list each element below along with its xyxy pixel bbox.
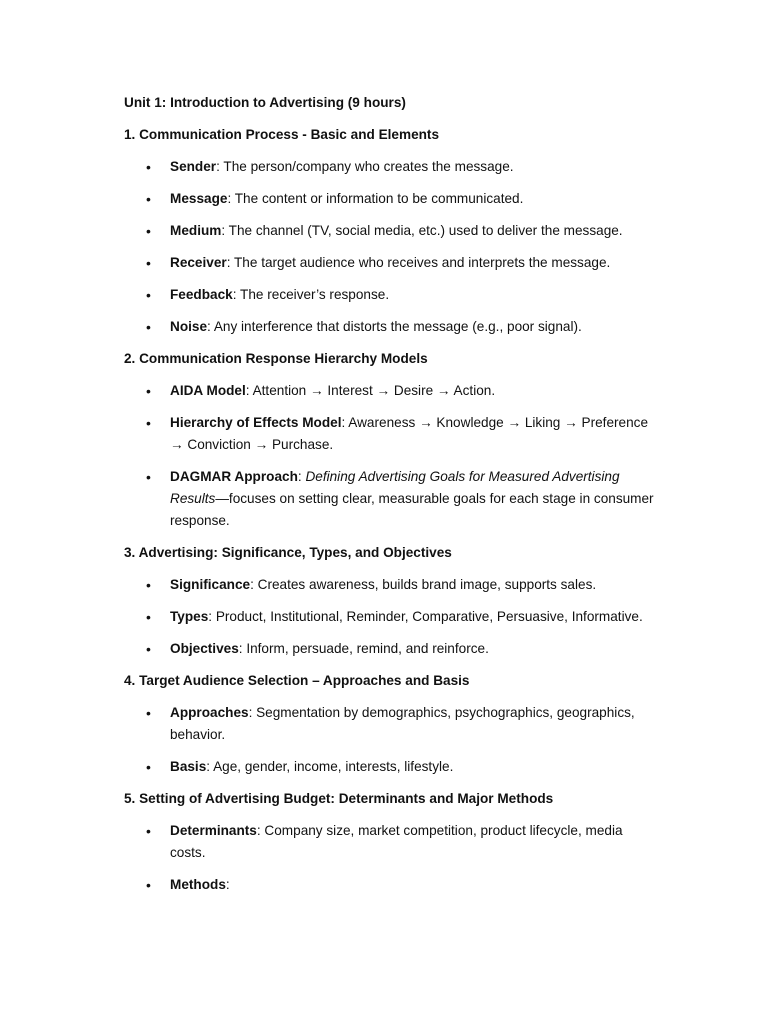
list-item <box>124 284 658 306</box>
item-text: : The channel (TV, social media, etc.) used to deliver the message. <box>221 223 623 238</box>
bullet-icon: • <box>146 319 151 335</box>
item-text: : Company size, market competition, product lifecycle, media costs. <box>170 823 623 860</box>
bullet-icon: • <box>146 823 151 839</box>
item-text: : Awareness → Knowledge → Liking → Preference → Conviction → Purchase. <box>170 415 649 452</box>
item-text: : The target audience who receives and interprets the message. <box>226 255 611 270</box>
section-heading: 4. Target Audience Selection – Approaches and Basis <box>124 673 470 688</box>
item-term: AIDA Model <box>170 383 246 398</box>
bullet-icon: • <box>146 287 151 303</box>
list-item <box>124 412 658 456</box>
item-term: Medium <box>170 223 222 238</box>
list-item <box>124 574 658 596</box>
section-communication-process <box>124 124 658 338</box>
bullet-icon: • <box>146 609 151 625</box>
list-item <box>124 606 658 628</box>
bullet-icon: • <box>146 255 151 271</box>
item-text: : Attention → Interest → Desire → Action. <box>245 383 496 398</box>
bullet-icon: • <box>146 641 151 657</box>
section-heading: 3. Advertising: Significance, Types, and Objectives <box>124 545 452 560</box>
list-item <box>124 466 658 532</box>
section-heading: 1. Communication Process - Basic and Elements <box>124 127 440 142</box>
list-item <box>124 156 658 178</box>
section-advertising-budget <box>124 788 658 896</box>
item-text: : <box>297 469 306 484</box>
section-response-hierarchy-models <box>124 348 658 532</box>
item-text: : The person/company who creates the message. <box>216 159 514 174</box>
section-advertising-significance <box>124 542 658 660</box>
bullet-icon: • <box>146 383 151 399</box>
bullet-icon: • <box>146 223 151 239</box>
list-item <box>124 316 658 338</box>
item-text: : The content or information to be communicated. <box>227 191 524 206</box>
item-term: Hierarchy of Effects Model <box>170 415 342 430</box>
bullet-icon: • <box>146 877 151 893</box>
item-text: : Product, Institutional, Reminder, Comparative, Persuasive, Informative. <box>208 609 643 624</box>
bullet-icon: • <box>146 577 151 593</box>
bullet-list <box>124 380 658 532</box>
item-text: : Any interference that distorts the message (e.g., poor signal). <box>207 319 582 334</box>
item-text: : Age, gender, income, interests, lifestyle. <box>206 759 454 774</box>
item-text: : Segmentation by demographics, psychographics, geographics, behavior. <box>170 705 635 742</box>
section-heading: 5. Setting of Advertising Budget: Determinants and Major Methods <box>124 791 554 806</box>
bullet-icon: • <box>146 469 151 485</box>
item-text: : Inform, persuade, remind, and reinforce. <box>238 641 489 656</box>
item-term: Noise <box>170 319 208 334</box>
section-target-audience <box>124 670 658 778</box>
item-term: Methods <box>170 877 226 892</box>
item-term: Sender <box>170 159 217 174</box>
item-term: Objectives <box>170 641 239 656</box>
bullet-icon: • <box>146 191 151 207</box>
item-term: Determinants <box>170 823 257 838</box>
item-italic-text: Defining Advertising Goals for Measured Advertising Results <box>170 469 620 506</box>
item-term: Basis <box>170 759 207 774</box>
document-title: Unit 1: Introduction to Advertising (9 hours) <box>124 95 406 110</box>
item-text: : Creates awareness, builds brand image, supports sales. <box>250 577 597 592</box>
bullet-list <box>124 574 658 660</box>
list-item <box>124 252 658 274</box>
item-term: Approaches <box>170 705 249 720</box>
item-text: : <box>225 877 230 892</box>
list-item <box>124 638 658 660</box>
item-term: Significance <box>170 577 251 592</box>
bullet-icon: • <box>146 159 151 175</box>
list-item <box>124 702 658 746</box>
bullet-list <box>124 156 658 338</box>
bullet-icon: • <box>146 705 151 721</box>
item-term: Feedback <box>170 287 233 302</box>
item-text-after: —focuses on setting clear, measurable goals for each stage in consumer response. <box>170 491 654 528</box>
section-heading: 2. Communication Response Hierarchy Models <box>124 351 428 366</box>
item-text: : The receiver’s response. <box>232 287 390 302</box>
list-item <box>124 380 658 402</box>
bullet-list <box>124 820 658 896</box>
item-term: Message <box>170 191 228 206</box>
bullet-icon: • <box>146 759 151 775</box>
list-item <box>124 756 658 778</box>
list-item <box>124 188 658 210</box>
bullet-icon: • <box>146 415 151 431</box>
list-item <box>124 874 658 896</box>
item-term: Types <box>170 609 209 624</box>
list-item <box>124 820 658 864</box>
list-item <box>124 220 658 242</box>
item-term: Receiver <box>170 255 227 270</box>
item-term: DAGMAR Approach <box>170 469 298 484</box>
bullet-list <box>124 702 658 778</box>
